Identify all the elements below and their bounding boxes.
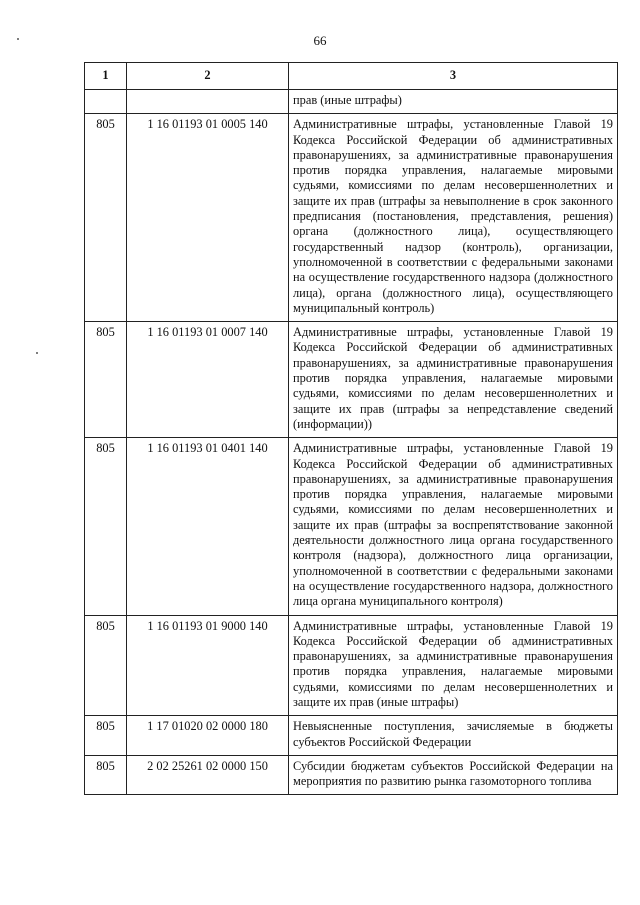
budget-code-cell: 1 16 01193 01 0007 140: [127, 322, 289, 438]
table-row: [85, 716, 618, 756]
description-cell: Административные штрафы, установленные Главой 19 Кодекса Российской Федерации об административных правонарушениях, за административные правонарушения против порядка управления, налагаемые мировыми судьями, комиссиями по делам несовершеннолетних и защите их прав (иные штрафы): [289, 615, 618, 716]
header-col-1: 1: [85, 63, 127, 90]
admin-code-cell: 805: [85, 114, 127, 322]
description-cell: прав (иные штрафы): [289, 90, 618, 114]
budget-code-cell: 1 16 01193 01 0005 140: [127, 114, 289, 322]
description-cell: Административные штрафы, установленные Главой 19 Кодекса Российской Федерации об административных правонарушениях, за административные правонарушения против порядка управления, налагаемые мировыми судьями, комиссиями по делам несовершеннолетних и защите их прав (штрафы за невыполнение в срок законного предписания (постановления, представления, решения) органа (должностного лица), осуществляющего государственный надзор (контроль), организации, уполномоченной в соответствии с федеральными законами на осуществление государственного надзора (должностного лица), органа (должностного лица), осуществляющего муниципальный контроль): [289, 114, 618, 322]
table-row: [85, 90, 618, 114]
description-cell: Административные штрафы, установленные Главой 19 Кодекса Российской Федерации об административных правонарушениях, за административные правонарушения против порядка управления, налагаемые мировыми судьями, комиссиями по делам несовершеннолетних и защите их прав (штрафы за непредставление сведений (информации)): [289, 322, 618, 438]
header-col-2: 2: [127, 63, 289, 90]
table-row: [85, 755, 618, 795]
scan-speck: [36, 352, 38, 354]
table-row: [85, 615, 618, 716]
scan-speck: [17, 38, 19, 40]
admin-code-cell: 805: [85, 615, 127, 716]
table-row: [85, 322, 618, 438]
admin-code-cell: 805: [85, 322, 127, 438]
admin-code-cell: 805: [85, 755, 127, 795]
description-cell: Субсидии бюджетам субъектов Российской Федерации на мероприятия по развитию рынка газомоторного топлива: [289, 755, 618, 795]
budget-codes-table: [84, 62, 618, 795]
budget-code-cell: 2 02 25261 02 0000 150: [127, 755, 289, 795]
header-col-3: 3: [289, 63, 618, 90]
page-number: 66: [313, 33, 327, 48]
description-cell: Невыясненные поступления, зачисляемые в бюджеты субъектов Российской Федерации: [289, 716, 618, 756]
admin-code-cell: 805: [85, 716, 127, 756]
admin-code-cell: [85, 90, 127, 114]
admin-code-cell: 805: [85, 438, 127, 615]
budget-code-cell: [127, 90, 289, 114]
description-cell: Административные штрафы, установленные Главой 19 Кодекса Российской Федерации об административных правонарушениях, за административные правонарушения против порядка управления, налагаемые мировыми судьями, комиссиями по делам несовершеннолетних и защите их прав (штрафы за воспрепятствование законной деятельности должностного лица органа государственного контроля (надзора), должностного лица организации, уполномоченной в соответствии с федеральными законами на осуществление государственного надзора, должностного лица органа муниципального контроля): [289, 438, 618, 615]
budget-code-cell: 1 17 01020 02 0000 180: [127, 716, 289, 756]
table-row: [85, 438, 618, 615]
budget-code-cell: 1 16 01193 01 9000 140: [127, 615, 289, 716]
table-header-row: [85, 63, 618, 90]
table-row: [85, 114, 618, 322]
budget-code-cell: 1 16 01193 01 0401 140: [127, 438, 289, 615]
